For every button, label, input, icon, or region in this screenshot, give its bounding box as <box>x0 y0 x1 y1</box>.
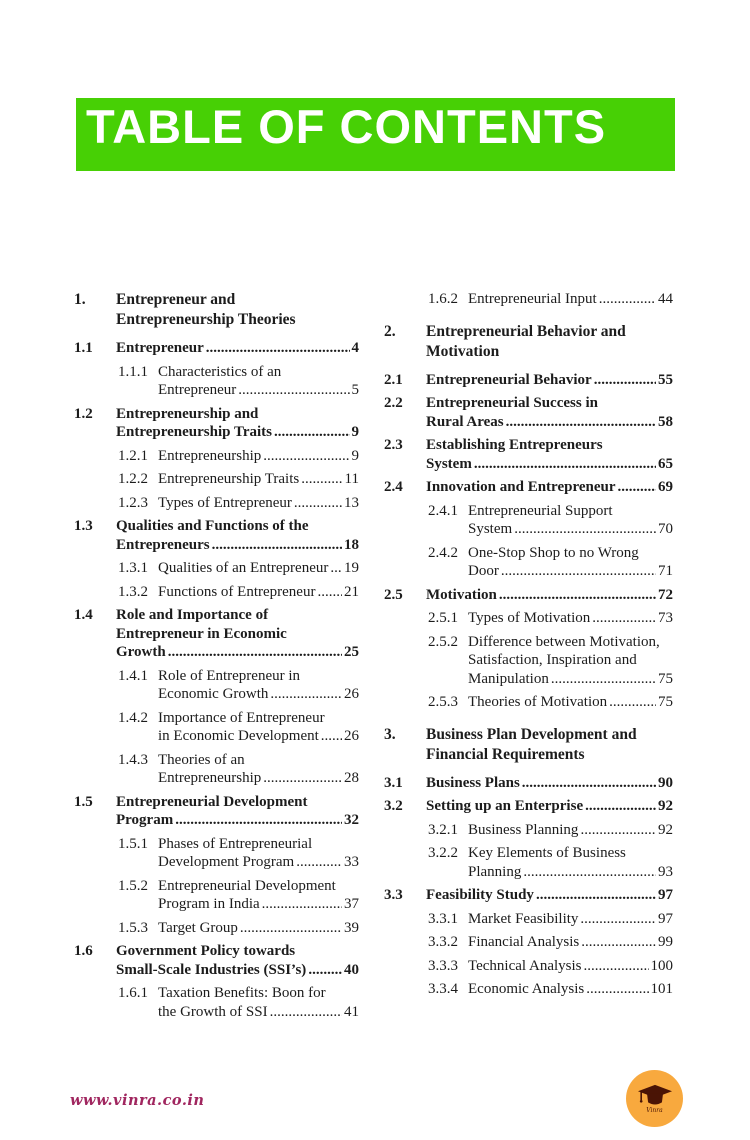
toc-entry-number: 3.1 <box>384 774 403 791</box>
dot-leader <box>536 886 656 905</box>
toc-entry-body <box>426 478 673 497</box>
toc-page-number: 19 <box>344 560 359 576</box>
toc-entry-body <box>158 751 359 788</box>
toc-entry-body <box>426 774 673 793</box>
toc-entry-body <box>468 980 673 999</box>
toc-entry-number: 3.3 <box>384 887 403 903</box>
toc-page-number: 33 <box>344 854 359 870</box>
toc-entry-number: 1.3.1 <box>118 560 148 576</box>
toc-entry-number: 2.3 <box>384 437 403 453</box>
toc-entry-body <box>158 447 359 466</box>
toc-entry-title: Small-Scale Industries (SSI’s) <box>116 961 307 978</box>
dot-leader <box>585 797 656 816</box>
toc-page-number: 101 <box>650 981 673 997</box>
toc-page-number: 71 <box>658 563 673 579</box>
toc-page-number: 40 <box>344 961 359 978</box>
toc-entry <box>74 984 359 1021</box>
dot-leader <box>522 774 656 793</box>
toc-entry <box>384 478 673 497</box>
toc-entry-number: 3.2 <box>384 798 403 814</box>
toc-page-number: 21 <box>344 583 359 600</box>
dot-leader <box>175 811 342 830</box>
toc-entry-body <box>468 502 673 539</box>
toc-entry-number: 1.6.2 <box>428 291 458 307</box>
toc-entry-title: Target Group <box>158 919 238 936</box>
toc-entry-body <box>426 725 673 765</box>
toc-page-number: 32 <box>344 812 359 828</box>
toc-entry-title-line: Key Elements of Business <box>468 845 626 861</box>
toc-entry <box>384 725 673 765</box>
dot-leader <box>321 727 342 746</box>
toc-entry-title: Types of Entrepreneur <box>158 494 292 511</box>
toc-entry-title-line: Entrepreneurial Success in <box>426 395 598 411</box>
toc-entry-title-line: Entrepreneurship and <box>116 405 259 422</box>
toc-entry-title-line: Business Plan Development and <box>426 725 637 743</box>
toc-entry-title: Rural Areas <box>426 413 504 430</box>
toc-page-number: 58 <box>658 413 673 430</box>
toc-entry-title-line: Entrepreneur in Economic <box>116 625 287 642</box>
toc-entry-title: Door <box>468 563 499 579</box>
toc-entry-title-line: Entrepreneurial Development <box>116 793 308 810</box>
toc-entry-title-line: Difference between Motivation, <box>468 633 660 650</box>
toc-page-number: 92 <box>658 798 673 814</box>
toc-entry-title-line: Characteristics of an <box>158 363 282 380</box>
toc-entry-body <box>468 933 673 952</box>
dot-leader <box>308 961 342 980</box>
table-of-contents <box>74 290 678 1050</box>
toc-entry-body <box>158 709 359 746</box>
toc-entry-number: 2.5.1 <box>428 610 458 626</box>
toc-entry <box>384 502 673 539</box>
dot-leader <box>584 957 649 976</box>
toc-entry-title-line: Phases of Entrepreneurial <box>158 835 313 852</box>
toc-entry-body <box>426 322 673 362</box>
toc-entry-title: Economic Growth <box>158 686 269 702</box>
dot-leader <box>580 910 656 929</box>
toc-entry-body <box>426 586 673 605</box>
toc-entry-title: Growth <box>116 644 166 660</box>
dot-leader <box>618 478 657 497</box>
toc-entry <box>74 583 359 602</box>
dot-leader <box>212 536 342 555</box>
toc-entry-title: Motivation <box>426 586 497 603</box>
toc-entry <box>74 942 359 979</box>
toc-entry <box>384 933 673 952</box>
toc-entry-body <box>468 910 673 929</box>
toc-entry <box>384 957 673 976</box>
toc-entry-body <box>116 517 359 554</box>
website-link[interactable]: www.vinra.co.in <box>70 1092 205 1109</box>
toc-entry-number: 3.3.2 <box>428 934 458 950</box>
toc-entry-title-line: Entrepreneurial Behavior and <box>426 322 626 340</box>
toc-entry-title: Market Feasibility <box>468 910 579 927</box>
toc-entry <box>384 886 673 905</box>
toc-entry-number: 2.5 <box>384 586 403 603</box>
toc-page-number: 99 <box>658 934 673 950</box>
toc-entry-number: 1.6.1 <box>118 985 148 1001</box>
toc-entry-title: Setting up an Enterprise <box>426 798 584 814</box>
toc-entry <box>74 751 359 788</box>
toc-entry-title: in Economic Development <box>158 728 319 744</box>
toc-entry <box>384 910 673 929</box>
toc-column-left <box>74 290 359 1026</box>
toc-entry-number: 1.4 <box>74 607 93 623</box>
dot-leader <box>270 685 342 704</box>
toc-entry <box>74 877 359 914</box>
toc-entry <box>74 494 359 513</box>
toc-entry <box>384 394 673 431</box>
toc-entry-number: 2.2 <box>384 395 403 411</box>
toc-entry <box>74 559 359 578</box>
toc-page-number: 37 <box>344 896 359 912</box>
toc-entry <box>74 405 359 442</box>
toc-entry <box>74 339 359 358</box>
dot-leader <box>301 470 342 489</box>
dot-leader <box>263 769 342 788</box>
toc-entry-title: the Growth of SSI <box>158 1003 268 1020</box>
dot-leader <box>594 371 656 390</box>
toc-entry <box>384 544 673 581</box>
toc-page-number: 93 <box>658 863 673 880</box>
toc-entry-title-line: Role of Entrepreneur in <box>158 667 301 684</box>
dot-leader <box>270 1003 342 1022</box>
toc-entry-title-line: Entrepreneurial Development <box>158 877 336 894</box>
toc-entry-number: 1.2.1 <box>118 447 148 464</box>
toc-entry-title-line: Role and Importance of <box>116 607 269 623</box>
toc-entry-title-line: Establishing Entrepreneurs <box>426 437 603 453</box>
toc-page-number: 97 <box>658 887 673 903</box>
toc-page-number: 41 <box>344 1003 359 1020</box>
toc-page-number: 26 <box>344 686 359 702</box>
toc-entry-title-line: Entrepreneur and <box>116 291 236 308</box>
toc-entry <box>384 693 673 712</box>
toc-entry-title: Types of Motivation <box>468 610 591 626</box>
toc-page-number: 28 <box>344 770 359 786</box>
toc-entry-title: Entrepreneur <box>158 382 237 398</box>
page-title: TABLE OF CONTENTS <box>86 100 607 153</box>
toc-entry-title: Entrepreneurs <box>116 536 210 553</box>
toc-entry-body <box>158 470 359 489</box>
toc-page-number: 13 <box>344 494 359 511</box>
toc-entry-title: Manipulation <box>468 670 549 687</box>
toc-entry-number: 1.1 <box>74 340 93 356</box>
toc-entry-title: Motivation <box>426 342 500 360</box>
toc-entry-body <box>158 984 359 1021</box>
toc-entry-title: Theories of Motivation <box>468 694 608 710</box>
toc-entry-number: 3.2.2 <box>428 845 458 861</box>
toc-entry-title: Entrepreneurship Traits <box>116 424 272 440</box>
toc-entry <box>384 797 673 816</box>
dot-leader <box>274 423 350 442</box>
dot-leader <box>240 919 342 938</box>
dot-leader <box>294 494 342 513</box>
toc-entry <box>74 835 359 872</box>
toc-entry-title: Financial Requirements <box>426 745 585 763</box>
toc-entry <box>74 793 359 830</box>
toc-page-number: 72 <box>658 586 673 603</box>
toc-entry-body <box>468 957 673 976</box>
toc-entry-title: Business Planning <box>468 821 579 838</box>
toc-entry-title: Program in India <box>158 896 260 912</box>
toc-entry-body <box>426 886 673 905</box>
toc-entry-body <box>468 609 673 628</box>
dot-leader <box>501 562 656 581</box>
toc-entry-title: Innovation and Entrepreneur <box>426 479 616 495</box>
dot-leader <box>262 895 342 914</box>
toc-entry-title: Economic Analysis <box>468 981 585 997</box>
dot-leader <box>330 559 342 578</box>
toc-entry-body <box>468 290 673 309</box>
toc-entry-title: Entrepreneurship <box>158 447 262 464</box>
toc-entry <box>384 290 673 309</box>
toc-entry-number: 2.4 <box>384 479 403 495</box>
toc-entry-number: 1.3 <box>74 518 93 534</box>
toc-entry-body <box>116 405 359 442</box>
toc-entry-number: 1.2.3 <box>118 494 148 511</box>
toc-page-number: 100 <box>650 957 673 974</box>
toc-entry <box>384 609 673 628</box>
toc-entry-title: Entrepreneurial Behavior <box>426 371 592 388</box>
toc-entry-title-line: Entrepreneurial Support <box>468 502 613 519</box>
toc-column-right <box>384 290 673 1004</box>
toc-entry-title-line: Importance of Entrepreneur <box>158 709 325 726</box>
toc-entry-title: Program <box>116 812 174 828</box>
toc-entry-number: 1.2 <box>74 405 93 422</box>
toc-entry-title: Entrepreneurship Traits <box>158 471 300 487</box>
dot-leader <box>238 381 349 400</box>
toc-entry-body <box>426 371 673 390</box>
toc-page-number: 70 <box>658 521 673 537</box>
toc-entry-number: 1.1.1 <box>118 363 148 380</box>
toc-entry <box>384 633 673 689</box>
toc-entry <box>384 774 673 793</box>
toc-entry-body <box>116 942 359 979</box>
toc-entry-body <box>468 693 673 712</box>
toc-entry-body <box>158 835 359 872</box>
toc-entry-title: System <box>468 521 513 537</box>
toc-page-number: 73 <box>658 610 673 626</box>
toc-entry-title: Development Program <box>158 854 295 870</box>
toc-page-number: 39 <box>344 919 359 936</box>
toc-entry-body <box>468 821 673 840</box>
toc-entry-body <box>158 919 359 938</box>
dot-leader <box>599 290 656 309</box>
toc-entry-body <box>158 667 359 704</box>
toc-entry-number: 2.4.1 <box>428 502 458 519</box>
dot-leader <box>317 583 342 602</box>
toc-entry-title: System <box>426 455 472 472</box>
toc-entry-number: 3. <box>384 725 396 743</box>
toc-entry-number: 3.3.4 <box>428 981 458 997</box>
toc-entry <box>384 821 673 840</box>
toc-page-number: 18 <box>344 536 359 553</box>
toc-entry <box>74 363 359 400</box>
toc-entry-number: 1.4.1 <box>118 667 148 684</box>
toc-entry-number: 2. <box>384 322 396 340</box>
dot-leader <box>551 670 656 689</box>
toc-page-number: 25 <box>344 644 359 660</box>
graduation-cap-icon <box>638 1084 672 1109</box>
toc-entry-body <box>468 544 673 581</box>
toc-entry-title: Entrepreneurship Theories <box>116 311 296 328</box>
toc-entry-number: 1.6 <box>74 943 93 959</box>
toc-entry-number: 1.5.2 <box>118 877 148 894</box>
toc-entry-title: Feasibility Study <box>426 887 534 903</box>
dot-leader <box>296 853 342 872</box>
dot-leader <box>581 933 656 952</box>
toc-entry <box>74 667 359 704</box>
toc-entry <box>74 606 359 662</box>
toc-entry-title: Business Plans <box>426 774 520 791</box>
toc-entry-number: 2.5.3 <box>428 694 458 710</box>
toc-entry-body <box>158 583 359 602</box>
toc-entry-title: Technical Analysis <box>468 957 582 974</box>
toc-entry-number: 2.4.2 <box>428 544 458 561</box>
dot-leader <box>499 586 656 605</box>
toc-entry-title: Entrepreneur <box>116 340 204 356</box>
toc-entry-body <box>468 844 673 881</box>
toc-entry-title-line: Taxation Benefits: Boon for <box>158 985 326 1001</box>
toc-entry <box>74 919 359 938</box>
toc-entry-number: 3.3.1 <box>428 910 458 927</box>
dot-leader <box>586 980 648 999</box>
toc-page-number: 65 <box>658 455 673 472</box>
toc-entry-number: 1.4.3 <box>118 751 148 768</box>
toc-entry-number: 1.5.1 <box>118 835 148 852</box>
toc-entry-title: Functions of Entrepreneur <box>158 583 316 600</box>
dot-leader <box>514 520 656 539</box>
toc-page-number: 4 <box>351 340 359 356</box>
dot-leader <box>263 447 349 466</box>
toc-entry-title-line: One-Stop Shop to no Wrong <box>468 544 639 561</box>
toc-entry-body <box>426 436 673 473</box>
dot-leader <box>506 413 656 432</box>
toc-entry <box>74 517 359 554</box>
toc-entry <box>74 470 359 489</box>
toc-entry-number: 3.3.3 <box>428 957 458 974</box>
toc-entry-title-line: Theories of an <box>158 751 245 768</box>
toc-page-number: 69 <box>658 479 673 495</box>
toc-page-number: 11 <box>344 471 359 487</box>
toc-page-number: 9 <box>351 447 359 464</box>
toc-entry-number: 1.3.2 <box>118 583 148 600</box>
toc-page-number: 44 <box>658 291 673 307</box>
toc-entry <box>384 980 673 999</box>
logo-wordmark: Vinra <box>646 1106 663 1114</box>
dot-leader <box>206 339 350 358</box>
dot-leader <box>609 693 656 712</box>
toc-entry-body <box>158 363 359 400</box>
toc-entry-title: Planning <box>468 863 522 880</box>
page-title-banner <box>76 98 675 171</box>
toc-entry-number: 2.1 <box>384 371 403 388</box>
dot-leader <box>580 821 656 840</box>
toc-entry-body <box>426 394 673 431</box>
toc-page-number: 92 <box>658 821 673 838</box>
dot-leader <box>592 609 656 628</box>
dot-leader <box>168 643 342 662</box>
publisher-logo <box>626 1070 683 1127</box>
toc-entry-title: Financial Analysis <box>468 934 580 950</box>
toc-entry-body <box>468 633 673 689</box>
toc-entry-number: 1.5 <box>74 793 93 810</box>
toc-entry-title-line: Qualities and Functions of the <box>116 518 309 534</box>
toc-entry-number: 1.2.2 <box>118 471 148 487</box>
toc-entry-title-line: Government Policy towards <box>116 943 296 959</box>
toc-entry <box>384 844 673 881</box>
toc-entry <box>384 586 673 605</box>
toc-entry-number: 3.2.1 <box>428 821 458 838</box>
toc-entry-body <box>158 559 359 578</box>
toc-entry-title: Entrepreneurship <box>158 770 262 786</box>
toc-page-number: 26 <box>344 728 359 744</box>
toc-page-number: 97 <box>658 910 673 927</box>
toc-entry-number: 1.5.3 <box>118 919 148 936</box>
toc-page-number: 55 <box>658 371 673 388</box>
toc-entry-number: 1. <box>74 291 86 308</box>
toc-entry-body <box>158 494 359 513</box>
toc-entry-title: Entrepreneurial Input <box>468 291 597 307</box>
toc-entry <box>384 322 673 362</box>
toc-entry-number: 1.4.2 <box>118 709 148 726</box>
toc-entry <box>384 436 673 473</box>
toc-page-number: 9 <box>351 424 359 440</box>
toc-entry <box>74 290 359 330</box>
toc-page-number: 75 <box>658 694 673 710</box>
toc-entry <box>74 447 359 466</box>
toc-entry-body <box>116 606 359 662</box>
toc-entry <box>384 371 673 390</box>
toc-entry-body <box>116 793 359 830</box>
toc-page-number: 5 <box>351 382 359 398</box>
toc-page-number: 75 <box>658 670 673 687</box>
toc-entry-body <box>116 339 359 358</box>
toc-entry-title-line: Satisfaction, Inspiration and <box>468 652 637 668</box>
toc-page-number: 90 <box>658 774 673 791</box>
toc-entry-body <box>158 877 359 914</box>
toc-entry-body <box>426 797 673 816</box>
toc-entry <box>74 709 359 746</box>
dot-leader <box>474 455 656 474</box>
toc-entry-title: Qualities of an Entrepreneur <box>158 560 329 576</box>
toc-entry-body <box>116 290 359 330</box>
toc-entry-number: 2.5.2 <box>428 633 458 650</box>
dot-leader <box>523 863 656 882</box>
